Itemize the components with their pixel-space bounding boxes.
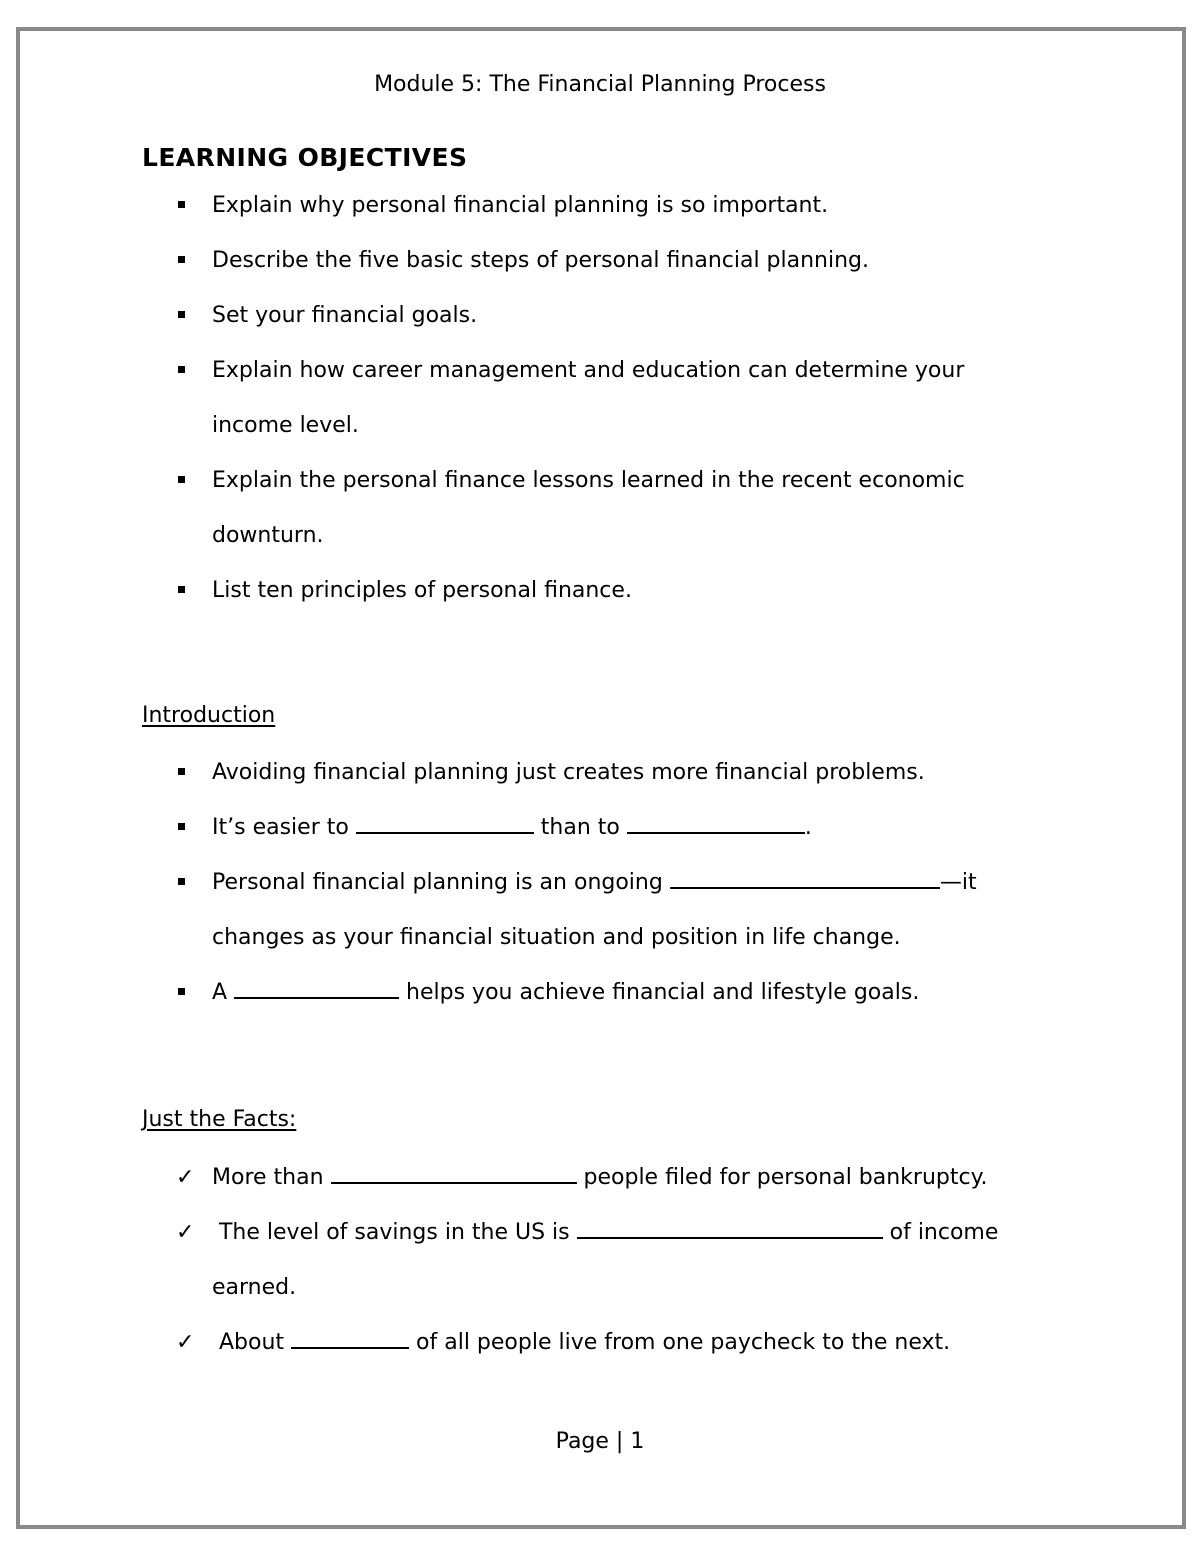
list-item: [142, 1150, 1042, 1205]
learning-objectives-list: [142, 178, 1042, 618]
fill-in-blank[interactable]: [670, 869, 940, 889]
list-item: [142, 343, 1042, 398]
checkmark-icon: ✓: [176, 1165, 195, 1190]
list-item: [142, 1205, 1042, 1260]
objective-text: downturn.: [212, 523, 324, 548]
square-bullet-icon: [178, 256, 185, 263]
intro-text: than to: [533, 815, 627, 840]
intro-text: changes as your financial situation and position in life change.: [212, 925, 901, 950]
fill-in-blank[interactable]: [627, 814, 805, 834]
fact-text: of all people live from one paycheck to the next.: [409, 1330, 951, 1355]
intro-text: Avoiding financial planning just creates more financial problems.: [212, 760, 925, 785]
list-item-continuation: [142, 508, 1042, 563]
page-number: Page | 1: [555, 1429, 645, 1454]
list-item: [142, 745, 1042, 800]
square-bullet-icon: [178, 768, 185, 775]
checkmark-icon: ✓: [176, 1330, 195, 1355]
objective-text: Set your financial goals.: [212, 303, 478, 328]
list-item-continuation: [142, 1260, 1042, 1315]
fact-text: people filed for personal bankruptcy.: [576, 1165, 988, 1190]
fill-in-blank[interactable]: [356, 814, 534, 834]
fill-in-blank[interactable]: [331, 1164, 577, 1184]
introduction-heading: Introduction: [142, 703, 276, 728]
objective-text: Explain how career management and education can determine your: [212, 358, 965, 383]
fill-in-blank[interactable]: [234, 979, 399, 999]
list-item: [142, 178, 1042, 233]
list-item: [142, 855, 1042, 910]
intro-text: .: [804, 815, 812, 840]
list-item: [142, 233, 1042, 288]
page-header: Module 5: The Financial Planning Process: [374, 72, 826, 97]
introduction-list: [142, 745, 1042, 1020]
fill-in-blank[interactable]: [291, 1329, 409, 1349]
square-bullet-icon: [178, 878, 185, 885]
fact-text: of income: [882, 1220, 999, 1245]
intro-text: Personal financial planning is an ongoing: [212, 870, 670, 895]
facts-heading: Just the Facts:: [142, 1107, 297, 1132]
facts-list: [142, 1150, 1042, 1370]
fact-text: The level of savings in the US is: [212, 1220, 577, 1245]
square-bullet-icon: [178, 311, 185, 318]
list-item: [142, 800, 1042, 855]
objective-text: Explain why personal financial planning is so important.: [212, 193, 829, 218]
fact-text: More than: [212, 1165, 331, 1190]
list-item: [142, 563, 1042, 618]
intro-text: It’s easier to: [212, 815, 356, 840]
list-item: [142, 288, 1042, 343]
intro-text: helps you achieve financial and lifestyle goals.: [399, 980, 920, 1005]
checkmark-icon: ✓: [176, 1220, 195, 1245]
list-item: [142, 453, 1042, 508]
fact-text: earned.: [212, 1275, 297, 1300]
objective-text: income level.: [212, 413, 359, 438]
square-bullet-icon: [178, 366, 185, 373]
objective-text: List ten principles of personal finance.: [212, 578, 632, 603]
list-item: [142, 1315, 1042, 1370]
learning-objectives-title: LEARNING OBJECTIVES: [142, 143, 468, 172]
list-item-continuation: [142, 398, 1042, 453]
list-item-continuation: [142, 910, 1042, 965]
square-bullet-icon: [178, 823, 185, 830]
fact-text: About: [212, 1330, 292, 1355]
fill-in-blank[interactable]: [577, 1219, 883, 1239]
objective-text: Describe the five basic steps of personal financial planning.: [212, 248, 870, 273]
intro-text: —it: [939, 870, 977, 895]
list-item: [142, 965, 1042, 1020]
square-bullet-icon: [178, 476, 185, 483]
square-bullet-icon: [178, 201, 185, 208]
objective-text: Explain the personal finance lessons learned in the recent economic: [212, 468, 965, 493]
square-bullet-icon: [178, 586, 185, 593]
square-bullet-icon: [178, 988, 185, 995]
intro-text: A: [212, 980, 235, 1005]
